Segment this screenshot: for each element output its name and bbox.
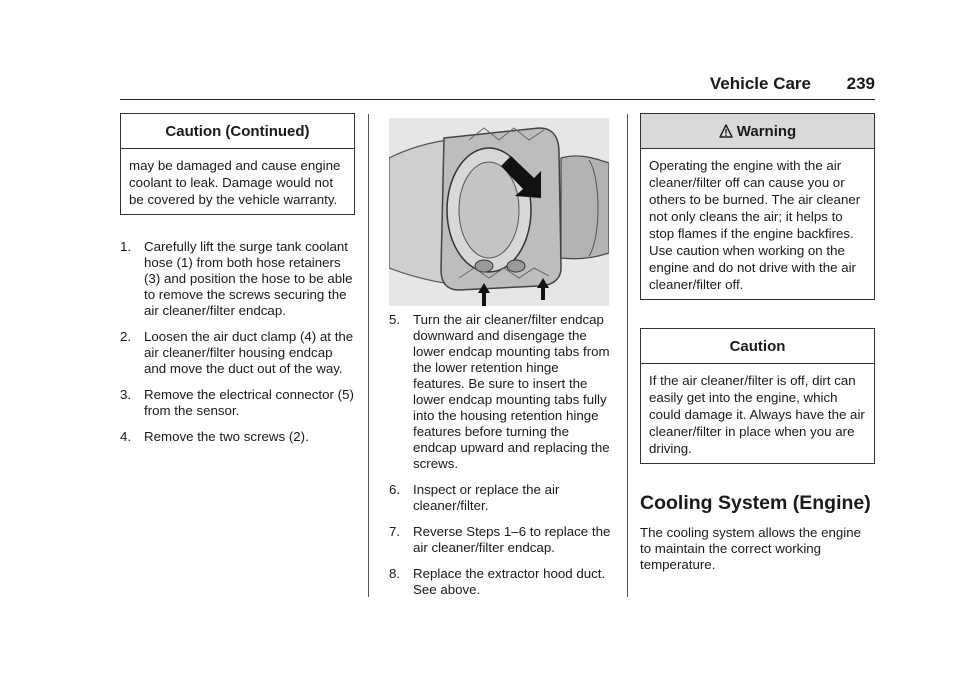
- step-text: Replace the extractor hood duct. See above.: [413, 566, 606, 597]
- caution-continued-box: [120, 113, 355, 215]
- step-number: 1.: [120, 239, 132, 254]
- air-cleaner-endcap-illustration: [389, 118, 609, 306]
- steps-list-middle: [389, 312, 614, 598]
- step-number: 4.: [120, 429, 132, 444]
- steps-list-left: [120, 239, 355, 445]
- step-item: [120, 329, 355, 377]
- step-item: [389, 566, 614, 598]
- step-text: Remove the two screws (2).: [144, 429, 309, 444]
- column-middle: [389, 118, 614, 608]
- warning-body: Operating the engine with the air cleaner/filter off can cause you or others to be burned. The air cleaner not only cleans the air; it helps to stop flames if the engine backfires. Use caution when working on the engine and do not drive with the air cleaner/filter off.: [649, 158, 861, 292]
- step-number: 5.: [389, 312, 401, 327]
- section-heading: Cooling System (Engine): [640, 492, 871, 514]
- caution-title: Caution: [641, 329, 874, 364]
- step-item: [120, 387, 355, 419]
- step-text: Loosen the air duct clamp (4) at the air cleaner/filter housing endcap and move the duct out of the way.: [144, 329, 354, 376]
- step-item: [389, 312, 614, 472]
- step-text: Turn the air cleaner/filter endcap downward and disengage the lower endcap mounting tabs from the lower retention hinge features. Be sure to insert the lower endcap mounting tabs fully into the housing retention hinge features before turning the endcap upward and replacing the screws.: [413, 312, 610, 471]
- step-text: Remove the electrical connector (5) from the sensor.: [144, 387, 354, 418]
- step-text: Carefully lift the surge tank coolant hose (1) from both hose retainers (3) and position the hose to be able to remove the screws securing the air cleaner/filter endcap.: [144, 239, 353, 318]
- column-right: [640, 113, 875, 573]
- step-number: 8.: [389, 566, 401, 581]
- caution-body: If the air cleaner/filter is off, dirt can easily get into the engine, which could damage it. Always have the air cleaner/filter in place when you are driving.: [649, 373, 865, 456]
- warning-triangle-icon: [719, 124, 733, 138]
- caution-box: [640, 328, 875, 464]
- caution-continued-title: Caution (Continued): [121, 114, 354, 149]
- warning-title-bar: [641, 114, 874, 149]
- section-title: Vehicle Care: [709, 74, 811, 93]
- column-divider-2: [627, 114, 628, 597]
- step-item: [120, 239, 355, 319]
- step-number: 6.: [389, 482, 401, 497]
- step-item: [389, 482, 614, 514]
- section-paragraph: The cooling system allows the engine to maintain the correct working temperature.: [640, 525, 861, 572]
- column-left: [120, 113, 355, 455]
- warning-title: Warning: [736, 123, 797, 140]
- page-number: 239: [846, 74, 875, 93]
- step-number: 2.: [120, 329, 132, 344]
- step-text: Inspect or replace the air cleaner/filter.: [413, 482, 560, 513]
- column-divider-1: [368, 114, 369, 597]
- warning-box: [640, 113, 875, 300]
- step-number: 3.: [120, 387, 132, 402]
- step-number: 7.: [389, 524, 401, 539]
- step-item: [389, 524, 614, 556]
- step-item: [120, 429, 355, 445]
- page-header: [120, 72, 875, 100]
- caution-continued-body: may be damaged and cause engine coolant to leak. Damage would not be covered by the vehicle warranty.: [129, 158, 341, 207]
- step-text: Reverse Steps 1–6 to replace the air cleaner/filter endcap.: [413, 524, 611, 555]
